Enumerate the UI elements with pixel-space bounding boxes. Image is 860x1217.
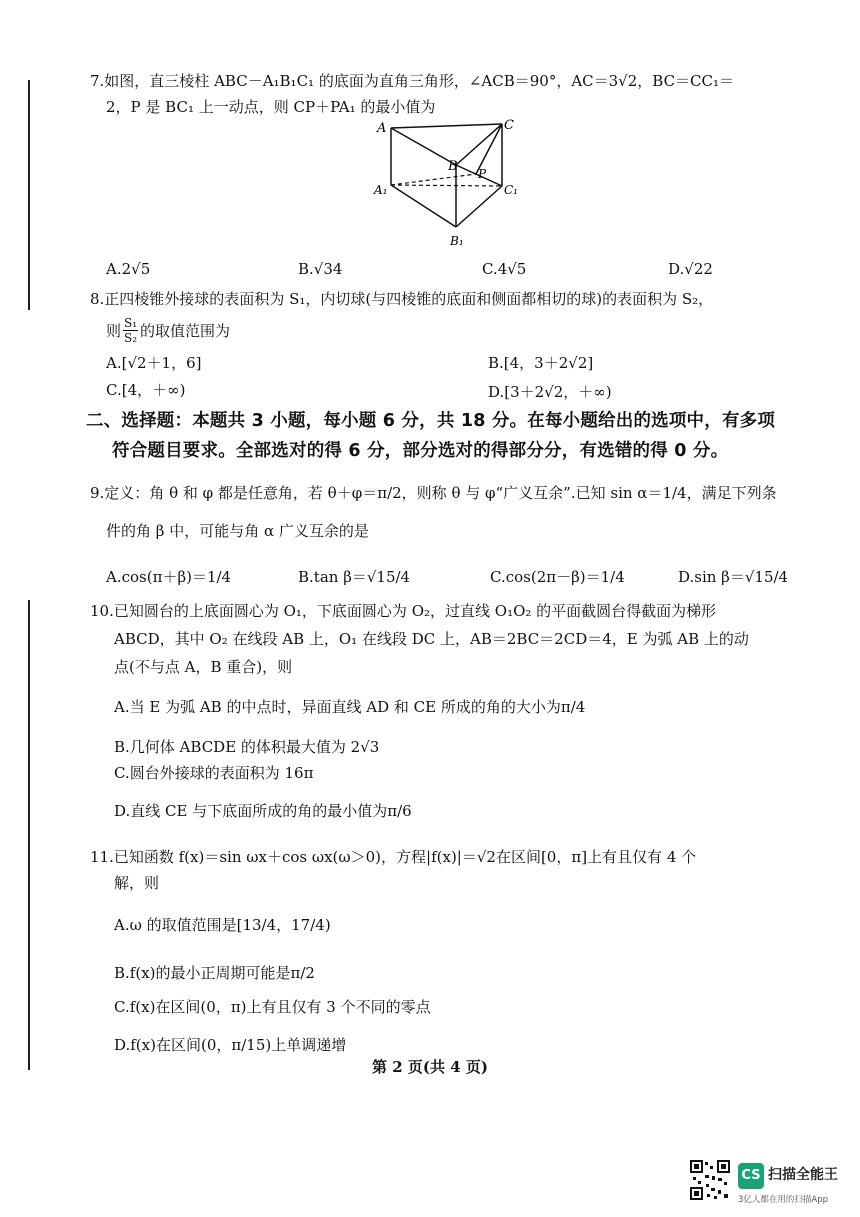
q7-option-b: B.√34 xyxy=(298,260,343,278)
page-number: 第 2 页(共 4 页) xyxy=(372,1058,488,1076)
q9-option-d: D.sin β＝√15/4 xyxy=(678,568,789,586)
q7-option-d: D.√22 xyxy=(668,260,713,278)
q11-option-b: B.f(x)的最小正周期可能是π/2 xyxy=(114,964,315,982)
label-A1: A₁ xyxy=(374,183,388,197)
q10-line2: ABCD，其中 O₂ 在线段 AB 上，O₁ 在线段 DC 上，AB＝2BC＝2CD＝4，E 为弧 AB 上的动 xyxy=(114,630,749,648)
q8-fraction xyxy=(123,316,138,345)
watermark-app-name: 扫描全能王 xyxy=(768,1167,838,1183)
binding-margin-line xyxy=(28,80,30,310)
q10-line1: 10.已知圆台的上底面圆心为 O₁，下底面圆心为 O₂，过直线 O₁O₂ 的平面截圆台得截面为梯形 xyxy=(90,602,717,620)
q7-line1: 7.如图，直三棱柱 ABC－A₁B₁C₁ 的底面为直角三角形，∠ACB＝90°，AC＝3√2，BC＝CC₁＝ xyxy=(90,72,735,90)
q8-line2 xyxy=(106,316,230,345)
binding-margin-line xyxy=(28,600,30,1070)
q7-line2: 2，P 是 BC₁ 上一动点，则 CP＋PA₁ 的最小值为 xyxy=(106,98,436,116)
q7-option-a: A.2√5 xyxy=(106,260,151,278)
q10-option-a: A.当 E 为弧 AB 的中点时，异面直线 AD 和 CE 所成的角的大小为π/4 xyxy=(114,698,586,716)
q8-option-d: D.[3＋2√2，＋∞) xyxy=(488,383,612,401)
q9-option-b: B.tan β＝√15/4 xyxy=(298,568,411,586)
q8-frac-num: S₁ xyxy=(124,316,138,330)
label-C: C xyxy=(504,118,514,133)
q11-line2: 解，则 xyxy=(114,874,160,892)
label-B1: B₁ xyxy=(450,234,464,248)
q11-option-c: C.f(x)在区间(0，π)上有且仅有 3 个不同的零点 xyxy=(114,998,431,1016)
q8-option-c: C.[4，＋∞) xyxy=(106,381,186,399)
watermark-tagline: 3亿人都在用的扫描App xyxy=(738,1195,829,1205)
q8-then: 则 xyxy=(106,322,122,340)
q9-line1: 9.定义：角 θ 和 φ 都是任意角，若 θ＋φ＝π/2，则称 θ 与 φ“广义互余”.已知 sin α＝1/4，满足下列条 xyxy=(90,484,777,502)
q11-option-d: D.f(x)在区间(0，π/15)上单调递增 xyxy=(114,1036,347,1054)
q10-option-b: B.几何体 ABCDE 的体积最大值为 2√3 xyxy=(114,738,380,756)
q8-range: 的取值范围为 xyxy=(140,322,231,340)
qr-code-icon xyxy=(690,1160,730,1200)
q9-option-a: A.cos(π＋β)＝1/4 xyxy=(106,568,232,586)
q8-line1: 8.正四棱锥外接球的表面积为 S₁，内切球(与四棱锥的底面和侧面都相切的球)的表面积为 S₂， xyxy=(90,290,714,308)
label-P: P xyxy=(478,167,487,181)
q9-line2: 件的角 β 中，可能与角 α 广义互余的是 xyxy=(106,522,369,540)
section2-header-line2: 符合题目要求。全部选对的得 6 分，部分选对的得部分分，有选错的得 0 分。 xyxy=(112,441,729,461)
q7-option-c: C.4√5 xyxy=(482,260,527,278)
q11-option-a: A.ω 的取值范围是[13/4，17/4) xyxy=(114,916,331,934)
q8-option-a: A.[√2＋1，6] xyxy=(106,354,202,372)
label-C1: C₁ xyxy=(504,183,518,197)
label-A: A xyxy=(377,121,387,136)
q11-line1: 11.已知函数 f(x)＝sin ωx＋cos ωx(ω＞0)，方程|f(x)|＝√2在区间[0，π]上有且仅有 4 个 xyxy=(90,848,697,866)
label-B: B xyxy=(448,159,458,174)
q10-line3: 点(不与点 A，B 重合)，则 xyxy=(114,658,293,676)
q10-option-d: D.直线 CE 与下底面所成的角的最小值为π/6 xyxy=(114,802,412,820)
camscanner-logo: CS xyxy=(738,1163,764,1189)
prism-figure xyxy=(370,112,530,252)
q8-option-b: B.[4，3＋2√2] xyxy=(488,354,594,372)
q10-option-c: C.圆台外接球的表面积为 16π xyxy=(114,764,314,782)
q9-option-c: C.cos(2π－β)＝1/4 xyxy=(490,568,625,586)
section2-header-line1: 二、选择题：本题共 3 小题，每小题 6 分，共 18 分。在每小题给出的选项中，有多项 xyxy=(86,411,776,431)
q8-frac-den: S₂ xyxy=(124,331,138,345)
